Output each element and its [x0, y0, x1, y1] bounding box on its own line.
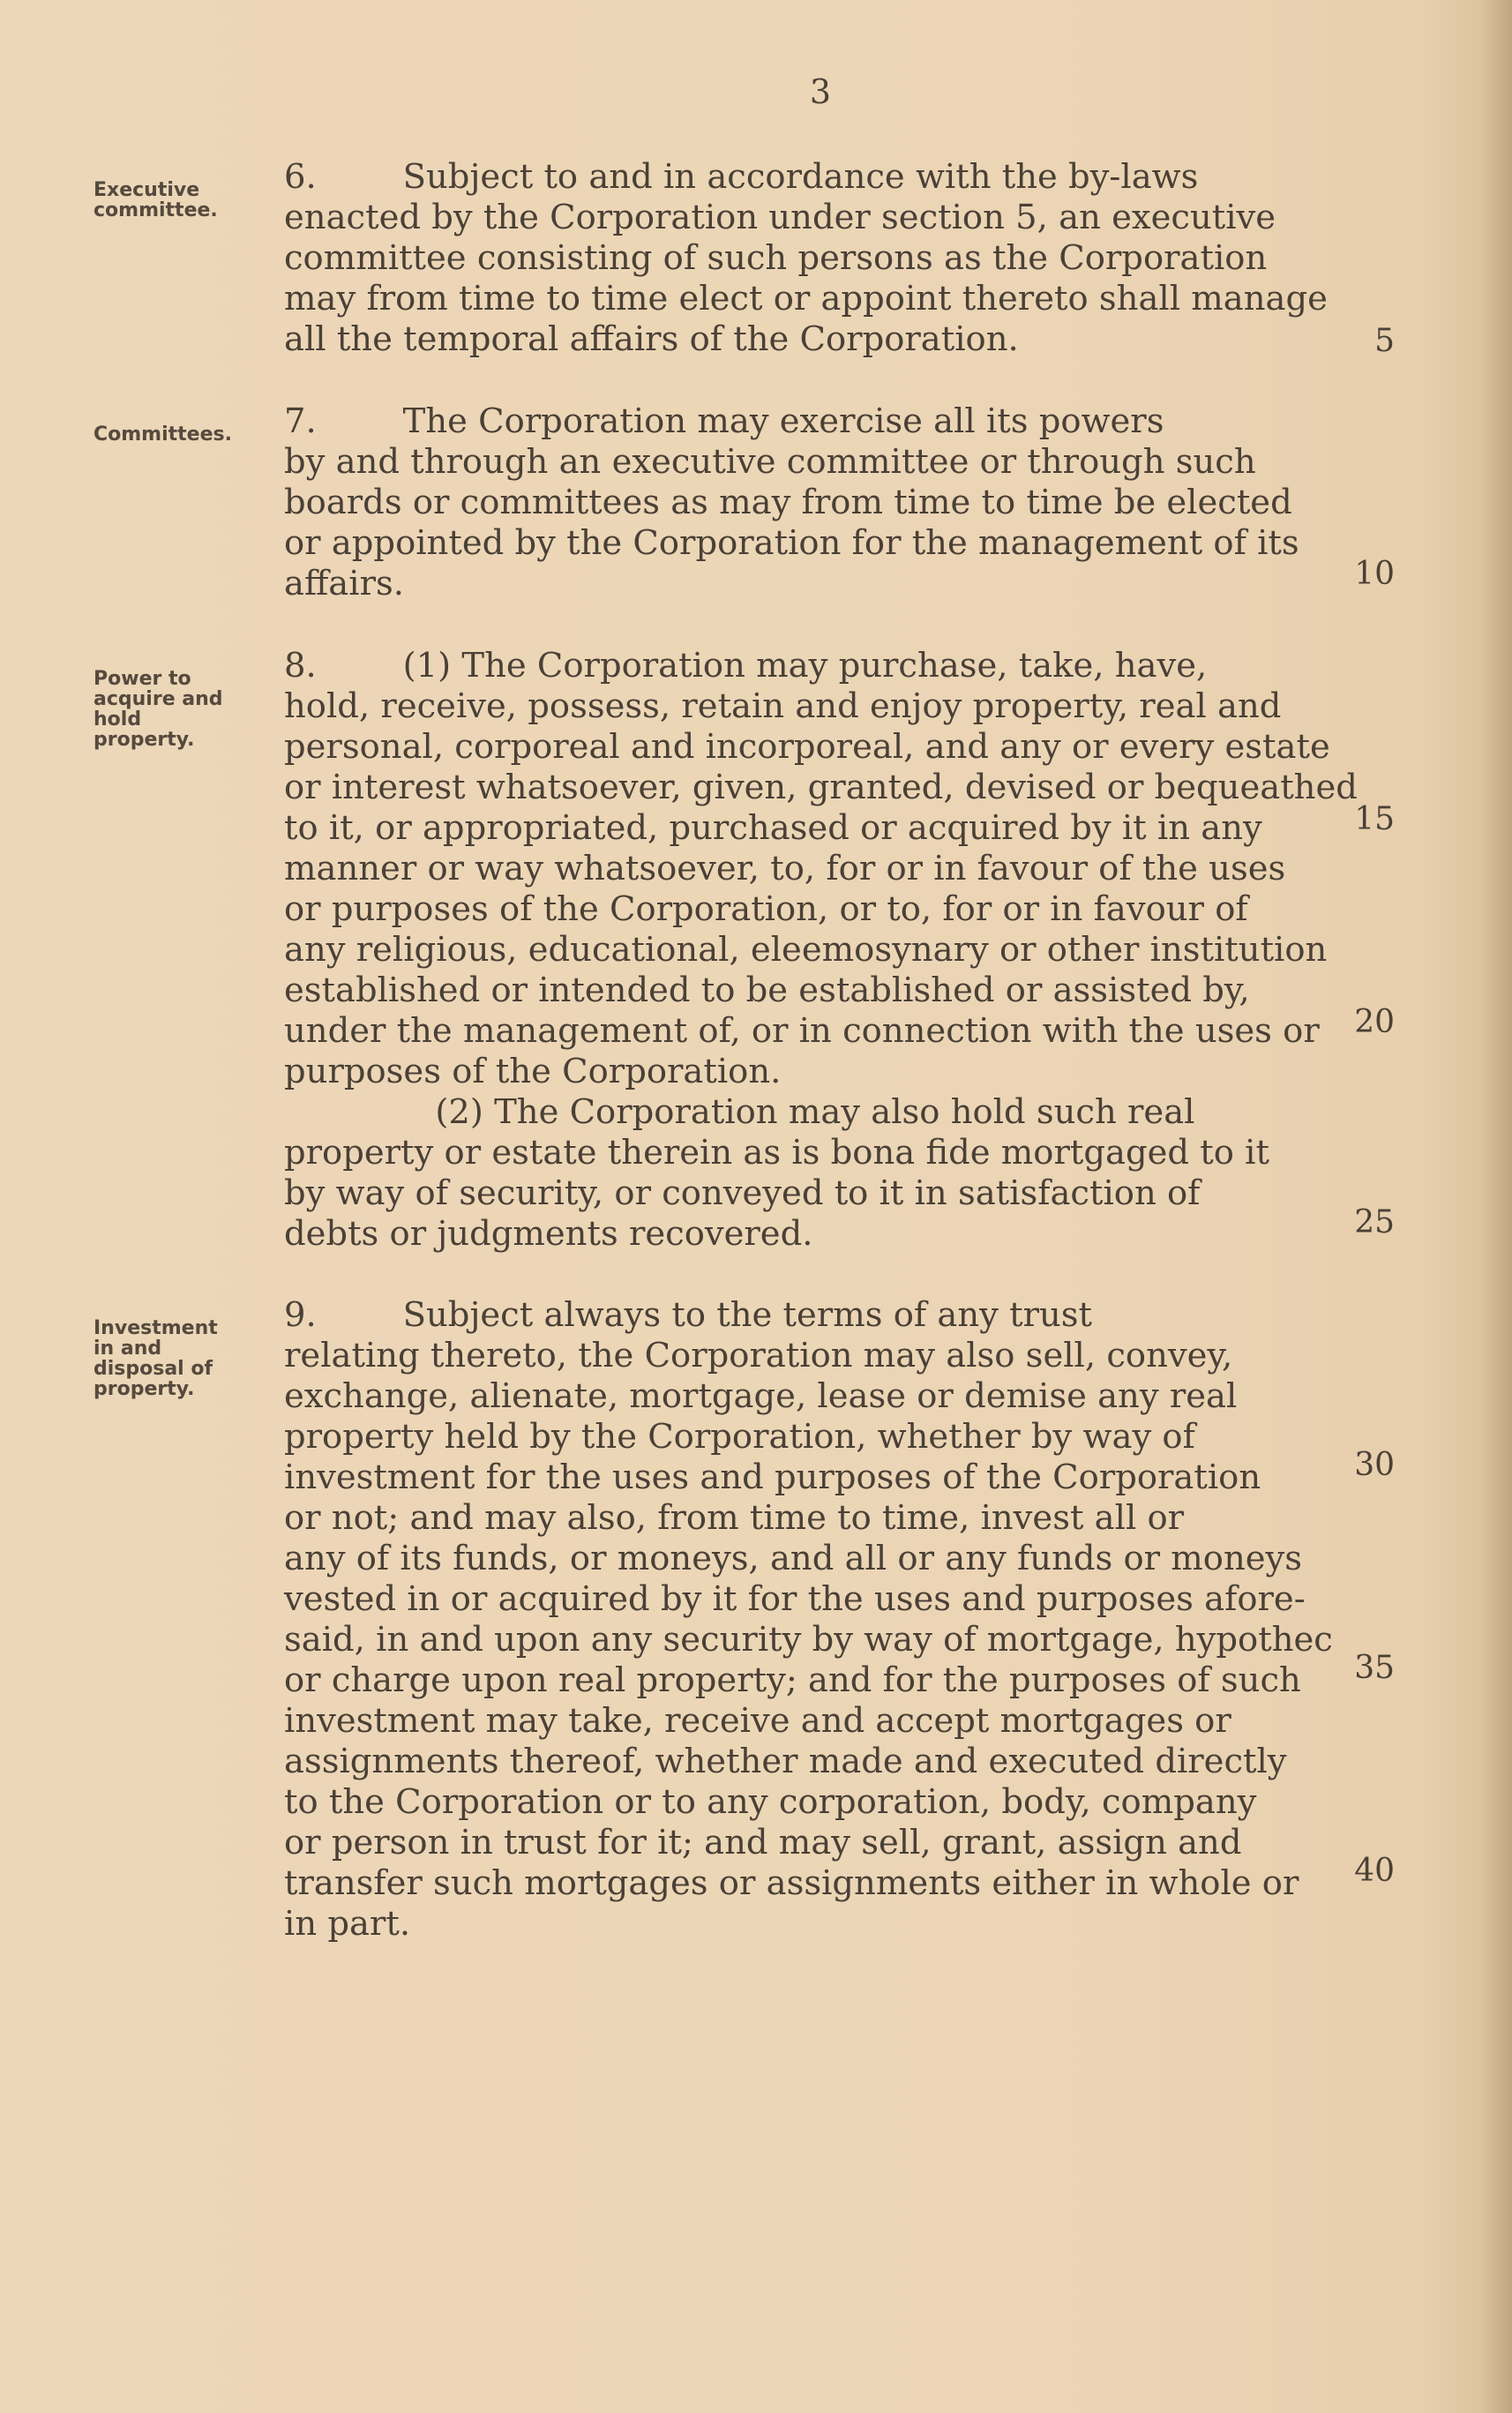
text-line: property or estate therein as is bona fide mortgaged to it: [284, 1133, 1269, 1173]
text-line: by and through an executive committee or through such: [284, 442, 1256, 482]
margin-note-line: committee.: [94, 199, 218, 221]
text-line: in part.: [284, 1904, 411, 1944]
text-line: under the management of, or in connection with the uses or: [284, 1011, 1320, 1051]
text-line: or person in trust for it; and may sell, grant, assign and: [284, 1823, 1242, 1862]
text-line: 9. Subject always to the terms of any trust: [284, 1295, 1093, 1335]
text-line: personal, corporeal and incorporeal, and any or every estate: [284, 727, 1330, 767]
text-line: exchange, alienate, mortgage, lease or demise any real: [284, 1376, 1238, 1416]
line-number: 35: [1354, 1650, 1395, 1686]
text-line: manner or way whatsoever, to, for or in favour of the uses: [284, 849, 1286, 888]
margin-note-line: property.: [94, 729, 195, 751]
text-line: purposes of the Corporation.: [284, 1052, 782, 1091]
margin-note: [94, 424, 270, 445]
text-line: or appointed by the Corporation for the management of its: [284, 523, 1299, 563]
page-number: 3: [809, 72, 832, 111]
margin-note: [94, 669, 270, 750]
text-line: investment may take, receive and accept mortgages or: [284, 1701, 1231, 1741]
line-number: 10: [1354, 556, 1395, 592]
line-number: 15: [1354, 801, 1395, 837]
section-body: [284, 646, 1374, 1255]
text-line: any of its funds, or moneys, and all or any funds or moneys: [284, 1539, 1303, 1578]
section-body: [284, 401, 1374, 604]
section-body: [284, 1295, 1374, 1945]
text-line: vested in or acquired by it for the uses and purposes afore-: [284, 1579, 1306, 1619]
text-line: investment for the uses and purposes of the Corporation: [284, 1458, 1261, 1497]
margin-note: [94, 180, 270, 221]
margin-note-line: acquire and: [94, 688, 223, 710]
section-body: [284, 157, 1374, 360]
text-line: property held by the Corporation, whether by way of: [284, 1417, 1195, 1457]
text-line: established or intended to be established or assisted by,: [284, 970, 1250, 1010]
text-line: or interest whatsoever, given, granted, devised or bequeathed: [284, 768, 1358, 807]
page-edge-shadow: [1480, 0, 1512, 2413]
margin-note: [94, 1318, 270, 1399]
text-line: by way of security, or conveyed to it in satisfaction of: [284, 1173, 1201, 1213]
text-line: assignments thereof, whether made and executed directly: [284, 1742, 1287, 1781]
line-number: 20: [1354, 1004, 1395, 1040]
line-number: 40: [1354, 1853, 1395, 1889]
text-line: 8. (1) The Corporation may purchase, take, have,: [284, 646, 1208, 686]
text-line: debts or judgments recovered.: [284, 1214, 813, 1254]
margin-note-line: Executive: [94, 179, 200, 201]
text-line: transfer such mortgages or assignments either in whole or: [284, 1863, 1299, 1903]
text-line: affairs.: [284, 564, 404, 603]
margin-note-line: hold: [94, 708, 142, 731]
text-line: or not; and may also, from time to time, invest all or: [284, 1498, 1185, 1538]
margin-note-line: Power to: [94, 668, 191, 690]
text-line: enacted by the Corporation under section 5, an executive: [284, 198, 1276, 237]
text-line: to it, or appropriated, purchased or acquired by it in any: [284, 808, 1262, 848]
text-line: 7. The Corporation may exercise all its powers: [284, 401, 1164, 441]
text-line: or charge upon real property; and for the purposes of such: [284, 1660, 1301, 1700]
text-line: any religious, educational, eleemosynary or other institution: [284, 930, 1328, 970]
text-line: relating thereto, the Corporation may also sell, convey,: [284, 1336, 1233, 1375]
text-line: (2) The Corporation may also hold such real: [284, 1092, 1195, 1132]
text-line: said, in and upon any security by way of mortgage, hypothec: [284, 1620, 1333, 1660]
text-line: committee consisting of such persons as the Corporation: [284, 238, 1268, 278]
line-number: 5: [1374, 323, 1395, 359]
margin-note-line: in and: [94, 1338, 162, 1360]
margin-note-line: Committees.: [94, 423, 232, 446]
line-number: 30: [1354, 1447, 1395, 1483]
text-line: all the temporal affairs of the Corporation.: [284, 319, 1019, 359]
margin-note-line: disposal of: [94, 1358, 213, 1380]
margin-note-line: Investment: [94, 1317, 218, 1339]
line-number: 25: [1354, 1204, 1395, 1240]
text-line: may from time to time elect or appoint thereto shall manage: [284, 279, 1328, 318]
text-line: boards or committees as may from time to time be elected: [284, 483, 1292, 522]
text-line: hold, receive, possess, retain and enjoy property, real and: [284, 686, 1282, 726]
margin-note-line: property.: [94, 1378, 195, 1400]
text-line: to the Corporation or to any corporation, body, company: [284, 1782, 1257, 1822]
text-line: or purposes of the Corporation, or to, for or in favour of: [284, 889, 1248, 929]
text-line: 6. Subject to and in accordance with the by-laws: [284, 157, 1199, 197]
